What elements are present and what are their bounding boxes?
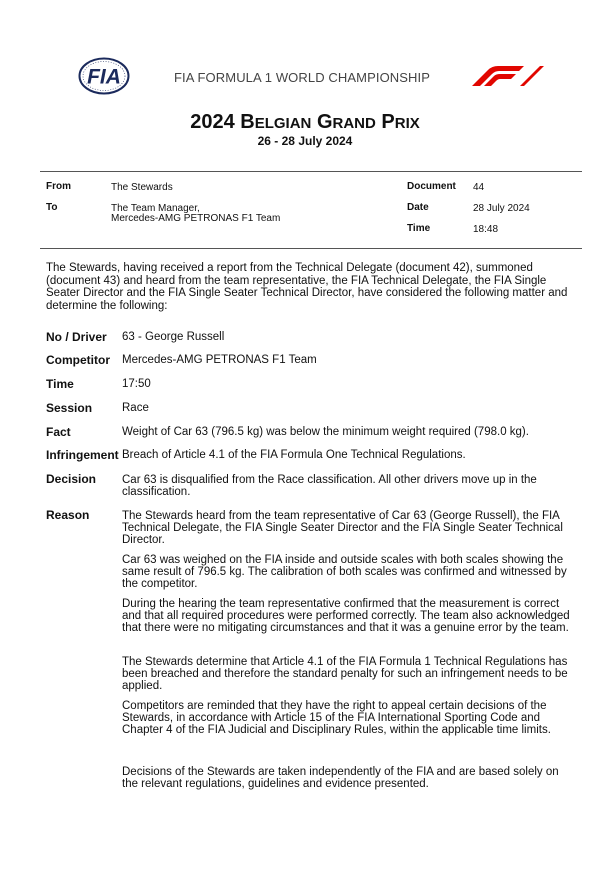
event-year: 2024 [190, 111, 235, 133]
from-value: The Stewards [111, 182, 173, 193]
driver-value: 63 - George Russell [122, 331, 225, 343]
reason-paragraph-3: During the hearing the team representative confirmed that the measurement is correct and that all required procedures were performed correctly. The team also acknowledged that there were no mitigating circumstances and that it was a genuine error by the team. [122, 598, 570, 634]
reason-paragraph-2: Car 63 was weighed on the FIA inside and outside scales with both scales showing the same result of 796.5 kg. The calibration of both scales was confirmed and witnessed by the competitor. [122, 554, 567, 590]
event-word-1: BELGIAN [240, 111, 312, 133]
infringement-label: Infringement [46, 448, 119, 462]
fia-logo-icon [78, 57, 130, 95]
session-label: Session [46, 401, 93, 415]
competitor-label: Competitor [46, 353, 110, 367]
time-field-value: 17:50 [122, 378, 151, 390]
date-value: 28 July 2024 [473, 203, 530, 214]
closing-paragraph: Decisions of the Stewards are taken independently of the FIA and are based solely on the relevant regulations, guidelines and evidence presented. [122, 766, 559, 790]
to-label: To [46, 202, 58, 213]
event-title [0, 111, 610, 134]
driver-label: No / Driver [46, 330, 107, 344]
event-word-3: PRIX [381, 111, 420, 133]
event-dates: 26 - 28 July 2024 [257, 134, 353, 148]
document-label: Document [407, 181, 456, 192]
from-label: From [46, 181, 71, 192]
reason-paragraph-5: Competitors are reminded that they have the right to appeal certain decisions of the Stewards, in accordance with Article 15 of the FIA International Sporting Code and Chapter 4 of the FIA Judicial and Disciplinary Rules, within the applicable time limits. [122, 700, 551, 736]
fact-label: Fact [46, 425, 71, 439]
divider-bottom [40, 248, 582, 249]
to-value-line1: The Team Manager, [111, 203, 200, 214]
time-value: 18:48 [473, 224, 499, 235]
fact-value: Weight of Car 63 (796.5 kg) was below the minimum weight required (798.0 kg). [122, 426, 529, 438]
divider-top [40, 171, 582, 172]
decision-label: Decision [46, 472, 97, 486]
reason-paragraph-1: The Stewards heard from the team representative of Car 63 (George Russell), the FIA Technical Delegate, the FIA Single Seater Director and the FIA Single Seater Technical Director. [122, 510, 563, 546]
date-label: Date [407, 202, 429, 213]
to-value-line2: Mercedes-AMG PETRONAS F1 Team [111, 213, 281, 224]
decision-value: Car 63 is disqualified from the Race classification. All other drivers move up in the classification. [122, 474, 537, 498]
event-word-2: GRAND [316, 111, 376, 133]
session-value: Race [122, 402, 149, 414]
reason-paragraph-4: The Stewards determine that Article 4.1 of the FIA Formula 1 Technical Regulations has been breached and therefore the standard penalty for such an infringement needs to be applied. [122, 656, 568, 692]
championship-title: FIA FORMULA 1 WORLD CHAMPIONSHIP [174, 70, 431, 85]
time-label: Time [407, 223, 431, 234]
intro-paragraph: The Stewards, having received a report from the Technical Delegate (document 42), summoned (document 43) and heard from the team representative, the FIA Technical Delegate, the FIA Single Seater Director and the FIA Single Seater Technical Director, have considered the following matter and determine the following: [46, 262, 568, 312]
f1-logo-icon [470, 66, 544, 86]
document-value: 44 [473, 182, 485, 193]
competitor-value: Mercedes-AMG PETRONAS F1 Team [122, 354, 317, 366]
fia-logo-text: FIA [87, 65, 121, 89]
infringement-value: Breach of Article 4.1 of the FIA Formula One Technical Regulations. [122, 449, 466, 461]
time-field-label: Time [46, 377, 74, 391]
reason-label: Reason [46, 508, 90, 522]
